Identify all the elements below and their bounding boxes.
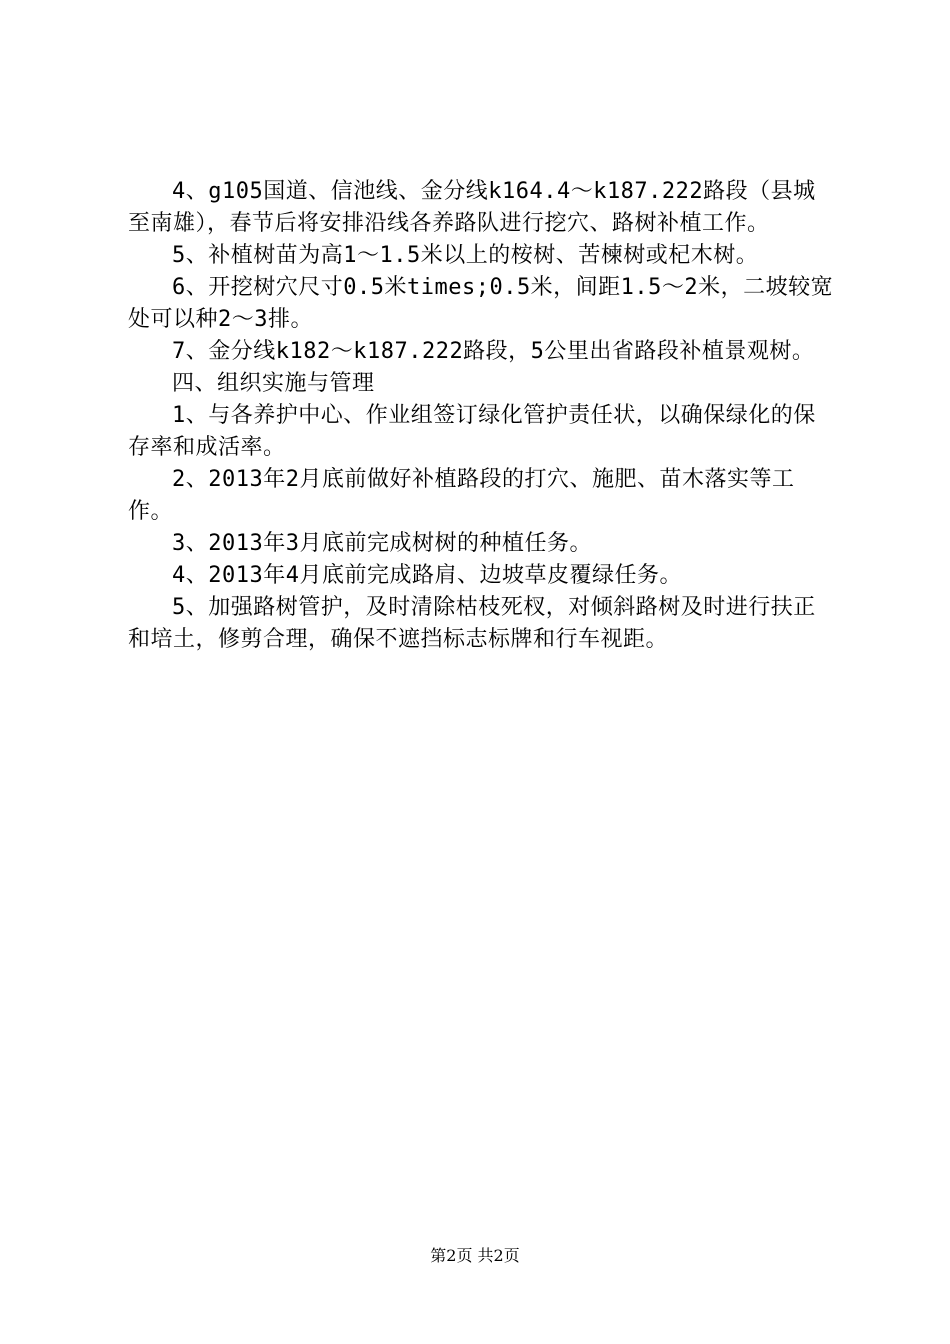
paragraph-6: 2、2013年2月底前做好补植路段的打穴、施肥、苗木落实等工作。: [128, 467, 795, 524]
paragraph-8: 4、2013年4月底前完成路肩、边坡草皮覆绿任务。: [172, 563, 682, 588]
paragraph-2: 5、补植树苗为高1～1.5米以上的桉树、苦楝树或杞木树。: [172, 243, 759, 268]
page-number-footer: 第2页 共2页: [430, 1246, 520, 1265]
paragraph-4: 7、金分线k182～k187.222路段，5公里出省路段补植景观树。: [172, 339, 815, 364]
paragraph-3: 6、开挖树穴尺寸0.5米times;0.5米，间距1.5～2米，二坡较宽处可以种2～3排。: [128, 275, 834, 332]
document-body: [128, 176, 836, 656]
paragraph-9: 5、加强路树管护，及时清除枯枝死杈，对倾斜路树及时进行扶正和培土，修剪合理，确保不遮挡标志标牌和行车视距。: [128, 595, 816, 652]
paragraph-1: 4、g105国道、信池线、金分线k164.4～k187.222路段（县城至南雄），春节后将安排沿线各养路队进行挖穴、路树补植工作。: [128, 179, 816, 236]
paragraph-5: 1、与各养护中心、作业组签订绿化管护责任状，以确保绿化的保存率和成活率。: [128, 403, 816, 460]
paragraph-7: 3、2013年3月底前完成树树的种植任务。: [172, 531, 592, 556]
section-heading: 四、组织实施与管理: [172, 371, 375, 396]
